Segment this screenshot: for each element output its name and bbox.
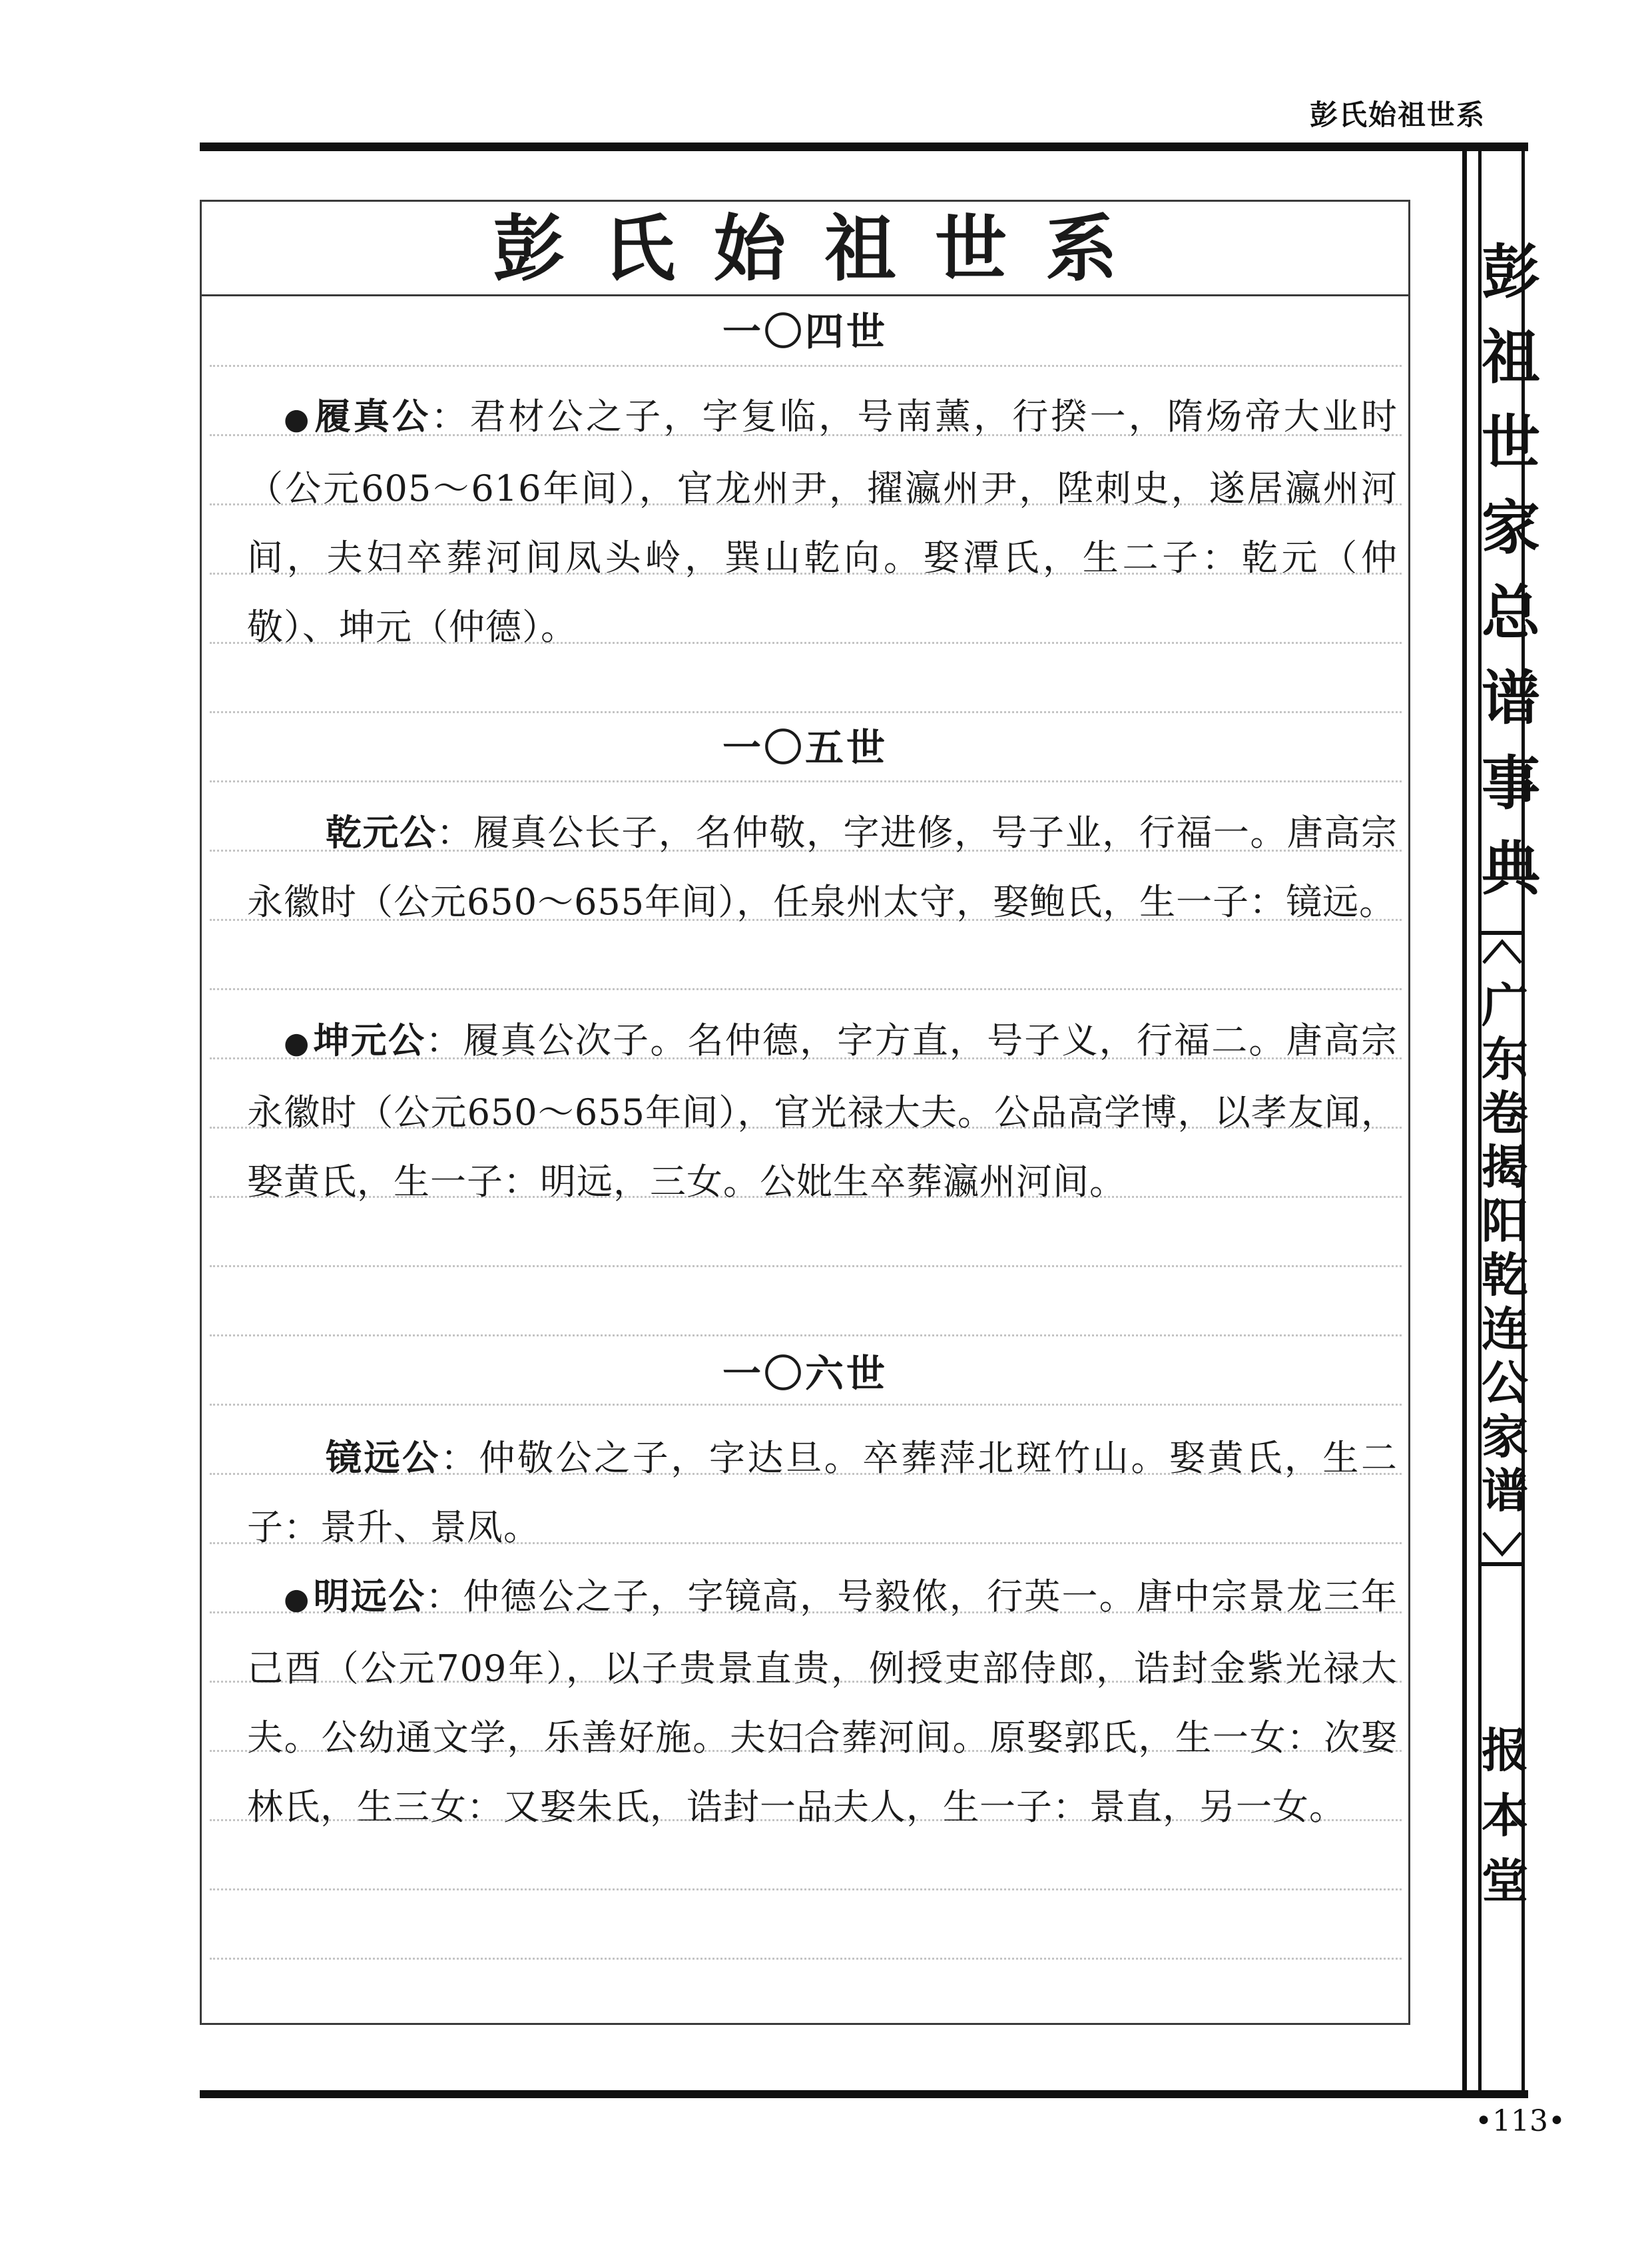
chevron-down-icon bbox=[1480, 1532, 1525, 1558]
generation-heading: 一〇五世 bbox=[722, 725, 888, 770]
bullet-icon: ● bbox=[284, 1026, 311, 1060]
bullet-icon: ● bbox=[284, 402, 312, 436]
entry-text: ：君材公之子，字复临，号南薰，行揆一，隋炀帝大业时（公元605～616年间），官龙州尹，擢瀛州尹，陞刺史，遂居瀛州河间，夫妇卒葬河间凤头岭，巽山乾向。娶潭氏，生二子：乾元（仲敬）、坤元（仲德）。 bbox=[247, 396, 1398, 648]
bullet-icon: ● bbox=[284, 1582, 311, 1616]
side-hall-name: 报本堂 bbox=[1482, 1723, 1528, 1908]
genealogy-entry bbox=[247, 1005, 1398, 1217]
guide-line bbox=[210, 365, 1402, 367]
generation-heading: 一〇四世 bbox=[722, 309, 888, 354]
guide-line bbox=[210, 780, 1402, 782]
guide-line bbox=[210, 1404, 1402, 1406]
page-number: •113• bbox=[1475, 2104, 1565, 2138]
vertical-rule bbox=[1462, 142, 1467, 2098]
side-book-title: 彭祖世家总谱事典 bbox=[1482, 238, 1541, 903]
genealogy-entry bbox=[247, 798, 1398, 937]
top-rule bbox=[200, 142, 1528, 151]
genealogy-entry bbox=[247, 382, 1398, 662]
ancestor-name: 坤元公 bbox=[313, 1019, 426, 1061]
content-frame bbox=[200, 200, 1410, 2025]
bottom-rule bbox=[200, 2090, 1528, 2098]
page-title: 彭氏始祖世系 bbox=[202, 202, 1408, 296]
side-branch-title: 广东卷揭阳乾连公家谱 bbox=[1482, 978, 1528, 1518]
side-divider bbox=[1480, 931, 1525, 935]
entry-text: ：仲德公之子，字镜高，号毅侬，行英一。唐中宗景龙三年己酉（公元709年），以子贵景直贵，例授吏部侍郎，诰封金紫光禄大夫。公幼通文学，乐善好施。夫妇合葬河间。原娶郭氏，生一女：次娶林氏，生三女：又娶朱氏，诰封一品夫人，生一子：景直，另一女。 bbox=[247, 1575, 1398, 1828]
running-head: 彭氏始祖世系 bbox=[1309, 99, 1486, 131]
ancestor-name: 乾元公 bbox=[326, 811, 437, 854]
guide-line bbox=[210, 988, 1402, 990]
genealogy-entry bbox=[247, 1561, 1398, 1842]
genealogy-entry bbox=[247, 1423, 1398, 1562]
guide-line bbox=[210, 1334, 1402, 1336]
entry-text: ：履真公次子。名仲德，字方直，号子义，行福二。唐高宗永徽时（公元650～655年间），官光禄大夫。公品高学博，以孝友闻，娶黄氏，生一子：明远，三女。公妣生卒葬瀛州河间。 bbox=[247, 1019, 1398, 1203]
guide-line bbox=[210, 1265, 1402, 1267]
entry-text: ：履真公长子，名仲敬，字进修，号子业，行福一。唐高宗永徽时（公元650～655年间），任泉州太守，娶鲍氏，生一子：镜远。 bbox=[247, 812, 1398, 923]
generation-heading: 一〇六世 bbox=[722, 1351, 888, 1396]
entry-text: ：仲敬公之子，字达旦。卒葬萍北斑竹山。娶黄氏，生二子：景升、景凤。 bbox=[247, 1437, 1398, 1548]
guide-line bbox=[210, 1888, 1402, 1890]
ancestor-name: 履真公 bbox=[314, 395, 431, 437]
ancestor-name: 明远公 bbox=[313, 1575, 426, 1617]
guide-line bbox=[210, 711, 1402, 713]
chevron-up-icon bbox=[1480, 938, 1525, 964]
side-divider bbox=[1480, 1562, 1525, 1566]
ancestor-name: 镜远公 bbox=[326, 1436, 441, 1479]
guide-line bbox=[210, 1958, 1402, 1960]
